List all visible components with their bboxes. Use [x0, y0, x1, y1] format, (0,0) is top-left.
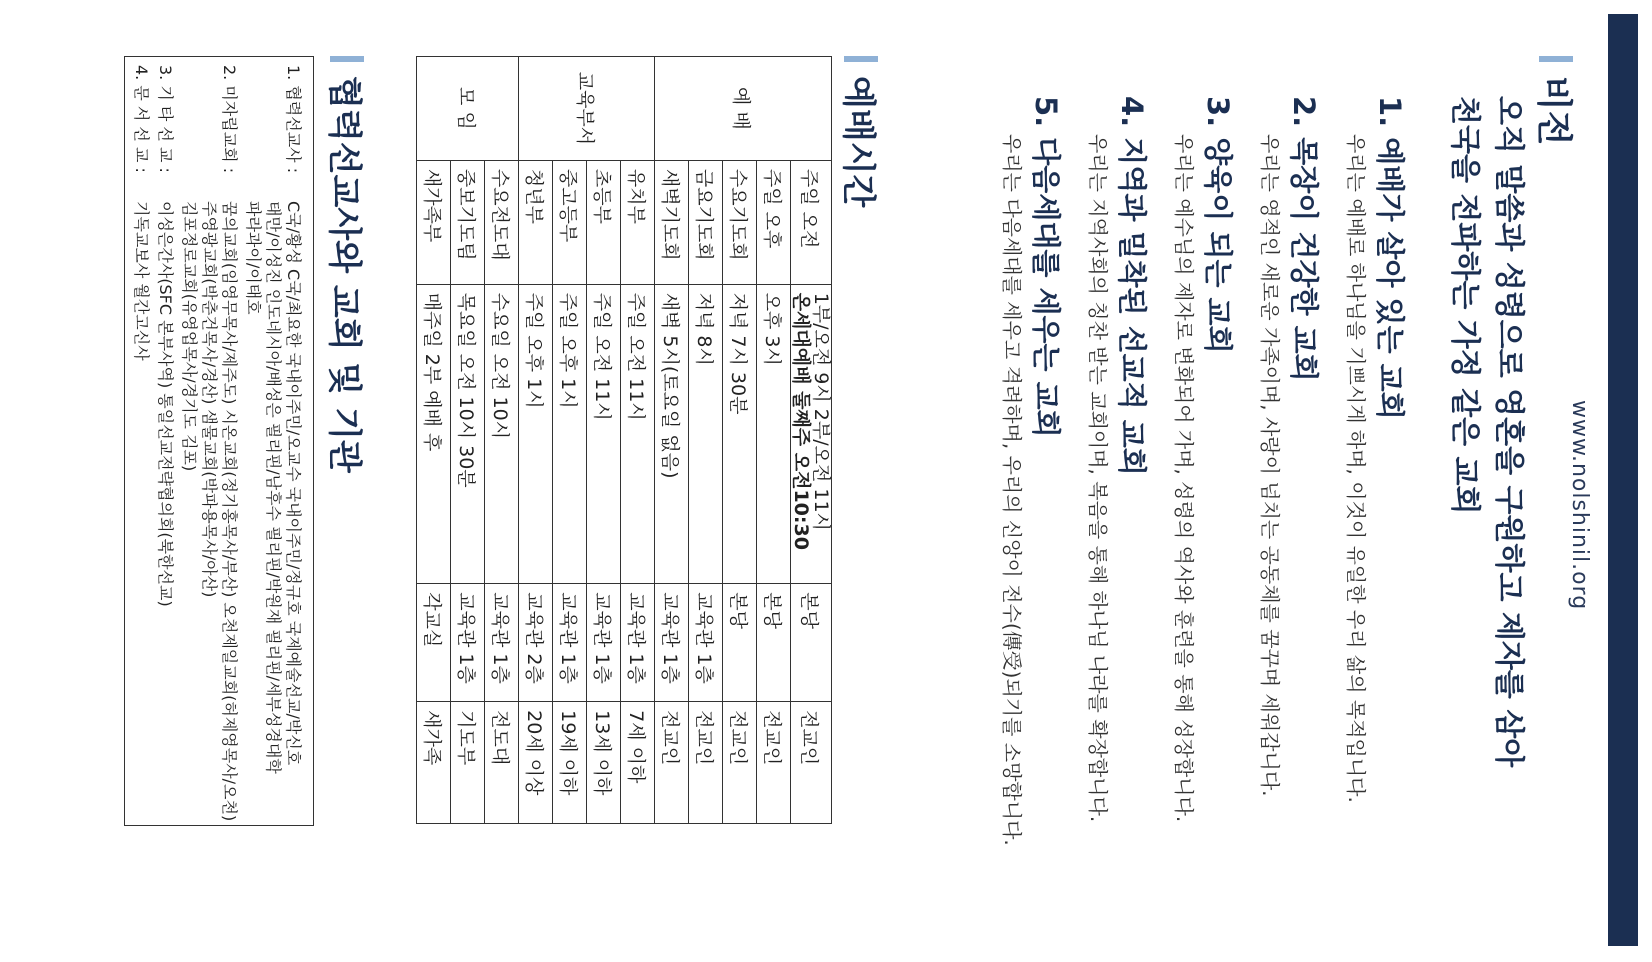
partner-values	[155, 201, 175, 825]
partners-title-text: 협력선교사와 교회 및 기관	[324, 76, 364, 473]
vision-title-text: 비전	[1533, 76, 1574, 146]
service-name-cell: 중고등부	[553, 160, 587, 284]
vision-item-4	[1084, 96, 1154, 896]
service-place-cell: 교육관 1층	[587, 584, 621, 702]
service-target-cell: 19세 이하	[553, 702, 587, 824]
partner-line: 주영광교회(박춘건목사/경산) 샘물교회(박파용목사/아산)	[200, 201, 219, 598]
partner-line: C국/황성 C국/최요한 국내이주민/오교수 국내이주민/정규호 국제예술선교/박신호	[284, 201, 303, 766]
motto-line-1: 오직 말씀과 성령으로 영혼을 구원하고 제자를 삼아	[1491, 96, 1526, 768]
service-place-cell: 본당	[757, 584, 791, 702]
service-target-cell: 전교인	[757, 702, 791, 824]
worship-schedule-table	[416, 56, 832, 824]
service-place-cell: 본당	[723, 584, 757, 702]
service-place-cell: 교육관 1층	[621, 584, 655, 702]
service-name-cell: 새벽기도회	[655, 160, 689, 284]
partner-label: 4. 문 서 선 교 :	[132, 65, 151, 173]
service-target-cell: 13세 이하	[587, 702, 621, 824]
service-time-cell: 주일 오전 11시	[587, 284, 621, 584]
service-target-cell: 전교인	[791, 702, 832, 824]
service-time-cell: 주일 오후 1시	[519, 284, 553, 584]
partner-line: 파라과이/이태호	[244, 201, 263, 315]
service-place-cell: 본당	[791, 584, 832, 702]
vision-item-desc: 우리는 다음세대를 세우고 격려하며, 우리의 신앙이 전수(傳受)되기를 소망합니다.	[1000, 134, 1024, 846]
service-time-cell: 매주일 2부 예배 후	[417, 284, 451, 584]
partner-label: 2. 미자립교회 :	[220, 65, 239, 174]
service-place-cell: 교육관 1층	[451, 584, 485, 702]
service-name-cell: 금요기도회	[689, 160, 723, 284]
service-target-cell: 전도대	[485, 702, 519, 824]
service-place-cell: 교육관 1층	[553, 584, 587, 702]
service-place-cell: 교육관 1층	[689, 584, 723, 702]
group-cell: 모 임	[417, 57, 519, 161]
service-time-line: 1부/오전 9시 2부/오전 11시	[810, 292, 832, 531]
service-target-cell: 기도부	[451, 702, 485, 824]
service-time-cell: 주일 오전 11시	[621, 284, 655, 584]
partner-row	[131, 65, 151, 825]
service-time-cell: 저녁 7시 30분	[723, 284, 757, 584]
service-time-cell: 새벽 5시(토요일 없음)	[655, 284, 689, 584]
table-row	[587, 57, 621, 824]
group-cell: 교육부서	[519, 57, 655, 161]
partner-row	[155, 65, 175, 825]
worship-title-text: 예배시간	[838, 76, 878, 208]
navy-edge-band	[1608, 14, 1638, 946]
service-target-cell: 새가족	[417, 702, 451, 824]
partners-box	[124, 56, 314, 826]
table-row	[757, 57, 791, 824]
partner-label: 3. 기 타 선 교 :	[156, 65, 175, 173]
table-row	[655, 57, 689, 824]
service-name-cell: 청년부	[519, 160, 553, 284]
vision-item-desc: 우리는 지역사회의 칭찬 받는 교회이며, 복음을 통해 하나님 나라를 확장합니다.	[1086, 134, 1110, 823]
service-place-cell: 교육관 2층	[519, 584, 553, 702]
table-row	[417, 57, 451, 824]
vision-item-5	[998, 96, 1068, 896]
service-time-line-2: 온세대예배 둘째주 오전10:30	[790, 292, 812, 550]
table-row	[791, 57, 832, 824]
table-row	[621, 57, 655, 824]
table-row	[519, 57, 553, 824]
vision-item-2	[1256, 96, 1326, 896]
website-url: www.nolshinil.org	[1567, 400, 1592, 611]
service-target-cell: 전교인	[689, 702, 723, 824]
service-place-cell: 교육관 1층	[485, 584, 519, 702]
partner-row	[179, 65, 239, 825]
group-cell: 예 배	[655, 57, 832, 161]
partner-line: 꿈의교회(임영무목사/제주도) 시온교회(정기홍목사/부산) 오천제일교회(허제영목사/오천)	[220, 201, 239, 822]
service-time-cell: 저녁 8시	[689, 284, 723, 584]
vision-section-title	[1531, 56, 1582, 146]
service-name-cell: 중보기도팀	[451, 160, 485, 284]
service-time-cell: 오후 3시	[757, 284, 791, 584]
vision-item-heading: 4. 지역과 밀착된 선교적 교회	[1115, 96, 1149, 476]
vision-item-3	[1170, 96, 1240, 896]
partner-line: 기독교보사 월간고신사	[132, 201, 151, 361]
partner-line: 태만/이성진 인도네시아/배성은 필리핀/남후수 필리핀/박원재 필리핀/세부성경대학	[264, 201, 283, 774]
service-time-cell: 목요일 오전 10시 30분	[451, 284, 485, 584]
partner-values	[243, 201, 303, 825]
service-name-cell: 수요기도회	[723, 160, 757, 284]
service-name-cell: 새가족부	[417, 160, 451, 284]
partner-values	[179, 201, 239, 825]
service-time-cell	[791, 284, 832, 584]
partners-section-title	[323, 56, 372, 473]
service-place-cell: 교육관 1층	[655, 584, 689, 702]
service-name-cell: 주일 오후	[757, 160, 791, 284]
section-marker	[845, 56, 879, 62]
vision-item-desc: 우리는 영적인 새로운 가족이며, 사랑이 넘치는 공동체를 꿈꾸며 세워갑니다.	[1258, 134, 1282, 797]
motto-line-2: 천국을 전파하는 가정 같은 교회	[1447, 96, 1482, 515]
partner-label: 1. 협력선교사 :	[284, 65, 303, 174]
table-row	[689, 57, 723, 824]
service-name-cell: 유치부	[621, 160, 655, 284]
worship-section-title	[837, 56, 886, 207]
vision-item-1	[1342, 96, 1412, 896]
service-name-cell: 초등부	[587, 160, 621, 284]
service-name-cell: 주일 오전	[791, 160, 832, 284]
service-time-cell: 주일 오후 1시	[553, 284, 587, 584]
service-target-cell: 전교인	[655, 702, 689, 824]
vision-item-heading: 3. 양육이 되는 교회	[1201, 96, 1235, 354]
table-row	[451, 57, 485, 824]
service-place-cell: 각교실	[417, 584, 451, 702]
service-target-cell: 전교인	[723, 702, 757, 824]
vision-motto	[1442, 96, 1530, 816]
partner-line: 김포정로교회(유영업목사/경기도 김포)	[180, 201, 199, 472]
table-row	[485, 57, 519, 824]
vision-item-desc: 우리는 예배로 하나님을 기쁘시게 하며, 이것이 유일한 우리 삶의 목적입니다.	[1344, 134, 1368, 803]
table-row	[723, 57, 757, 824]
service-name-cell: 수요전도대	[485, 160, 519, 284]
service-time-cell: 수요일 오전 10시	[485, 284, 519, 584]
partner-values	[131, 201, 151, 825]
service-target-cell: 7세 이하	[621, 702, 655, 824]
table-row	[553, 57, 587, 824]
vision-item-heading: 5. 다음세대를 세우는 교회	[1029, 96, 1063, 438]
partner-line: 이성은간사(SFC 본부사역) 통일선교전략협의회(북한선교)	[156, 201, 175, 607]
section-marker	[1540, 56, 1574, 62]
vision-item-heading: 2. 목장이 건강한 교회	[1287, 96, 1321, 382]
vision-item-heading: 1. 예배가 살아 있는 교회	[1373, 96, 1407, 420]
rotated-page	[42, 56, 1582, 936]
partner-row	[243, 65, 303, 825]
service-target-cell: 20세 이상	[519, 702, 553, 824]
section-marker	[331, 56, 365, 62]
vision-item-desc: 우리는 예수님의 제자로 변화되어 가며, 성령의 역사와 훈련을 통해 성장합니다.	[1172, 134, 1196, 823]
